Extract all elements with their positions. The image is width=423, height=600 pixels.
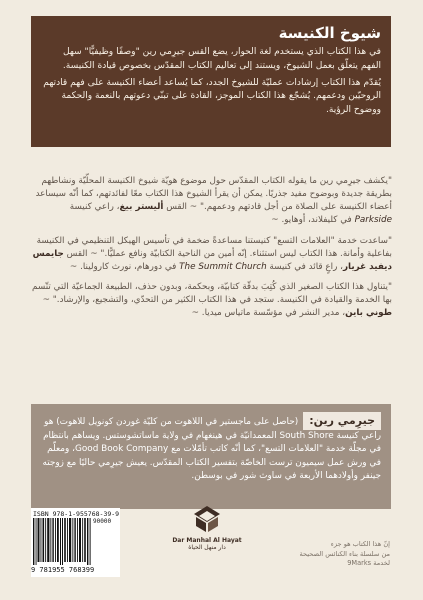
publisher-name-arabic: دار منهل الحياة xyxy=(188,544,226,551)
author-bio: (حاصل على ماجستير في اللاهوت من كليّة غوردن كونويل للاهوت) هو راعي كنيسة South Shore المعمدانيّة في هينغهام في ولاية ماساتشوستس. ويساهم بانتظام في مجلّة خدمة "العلامات التسع"، كما أنّه كاتب تأمّلات مع Good Book Company، ومعلّم في ورش عمل سيميون ترست الخاصّة بتفسير الكتاب المقدّس. يعيش جيرِمي حاليًا مع زوجته جينفر وأولادهما الأربعة في ساوث شور في بوسطن. xyxy=(42,417,381,481)
endorsement-3 xyxy=(31,281,392,320)
endorsement-1 xyxy=(31,175,392,227)
publisher-logo xyxy=(166,505,248,551)
endorser-name: طوني باين xyxy=(345,308,392,319)
endorser-role: ، مدير النشر في مؤسّسة ماتياس ميديا. ~ xyxy=(191,308,346,319)
series-line-1: إنّ هذا الكتاب هو جزء xyxy=(330,540,390,548)
isbn-text: ISBN 978-1-955768-39-9 xyxy=(33,510,120,518)
endorser-name: جايمس ديفيد غريار xyxy=(32,248,392,272)
endorsement-2 xyxy=(31,235,392,274)
endorsement-text: "يكشف جيرِمي رين ما يقوله الكتاب المقدّس حول موضوع هويّة شيوخ الكنيسة المحلّيّة ونشاطهم بطريقة جديدة وبوضوح مفيد جذريًا. يمكن أن يقرأ الشيوخ هذا الكتاب معًا لفائدتهم، كما أنّه سيساعد أعضاء الكنيسة على الصلاة من أجل قادتهم ودعمهم." ~ القس xyxy=(35,176,392,212)
endorsements xyxy=(31,175,392,328)
church-name: The Summit Church xyxy=(179,261,267,272)
description-paragraph-2: يُقدّم هذا الكتاب إرشادات عمليّة للشيوخ الجدد، كما يُساعد أعضاء الكنيسة على فهم قادتهم الروحيّين ودعمهم. يُشجّع هذا الكتاب الموجز، القادة على تبنّي دعوتهم بالنعمة والحكمة ووضوح الرؤية. xyxy=(43,77,381,116)
endorser-location: في كليفلاند، أوهايو. ~ xyxy=(271,214,355,225)
endorser-location: في دورهام، نورث كارولينا. ~ xyxy=(69,261,180,272)
barcode-extension: 90000 xyxy=(93,518,112,525)
isbn-barcode xyxy=(31,508,120,577)
description-panel xyxy=(31,16,391,147)
series-line-2: من سلسلة بناء الكنائس الصحيحة xyxy=(299,549,390,558)
endorsement-text: "ساعدت خدمة "العلامات التسع" كنيستنا مساعدةً ضخمة في تأسيس الهيكل التنظيمي في الكنيسة بفاعلية وأمانة. هذا الكتاب ليس استثناء. إنّه أمين من الناحية الكتابيّة ونافع عمليًّا." ~ القس xyxy=(36,235,392,259)
endorser-role: ، راعي كنيسة xyxy=(69,201,120,212)
author-name: جيرِمي رين: xyxy=(303,412,381,430)
publisher-name-english: Dar Manhal Al Hayat xyxy=(172,537,242,544)
church-name: Parkside xyxy=(354,214,392,225)
barcode-bars xyxy=(33,518,92,565)
publisher-emblem-icon xyxy=(192,505,222,533)
endorser-role: ، راعٍ قائد في كنيسة xyxy=(266,261,343,272)
book-title: شيوخ الكنيسة xyxy=(278,24,381,42)
author-bio-panel xyxy=(31,404,391,509)
endorsement-text: "يتناول هذا الكتاب الصغير الذي كُتِبَ بدقّة كتابيّة، وبحكمة، وبدون حذف، الطبيعة الجماعيّة التي تتّسم بها الخدمة والقيادة في الكنيسة. ستجد في هذا الكتاب الكثير من التحدّي، والتشجيع، والإرشاد." ~ xyxy=(32,282,392,306)
series-note xyxy=(268,540,390,569)
description-paragraph-1: في هذا الكتاب الذي يستخدم لغة الحوار، يضع القس جيرِمي رين "وصفًا وظيفيًّا" سهل الفهم يتعلّق بعمل الشيوخ، ويستند إلى تعاليم الكتاب المقدّس بخصوص قيادة الكنيسة. xyxy=(62,47,381,71)
series-line-3: لخدمة 9Marks xyxy=(347,559,390,568)
endorser-name: أليستر بيغ xyxy=(119,201,164,212)
barcode-number: 9 781955 768399 xyxy=(31,566,95,574)
